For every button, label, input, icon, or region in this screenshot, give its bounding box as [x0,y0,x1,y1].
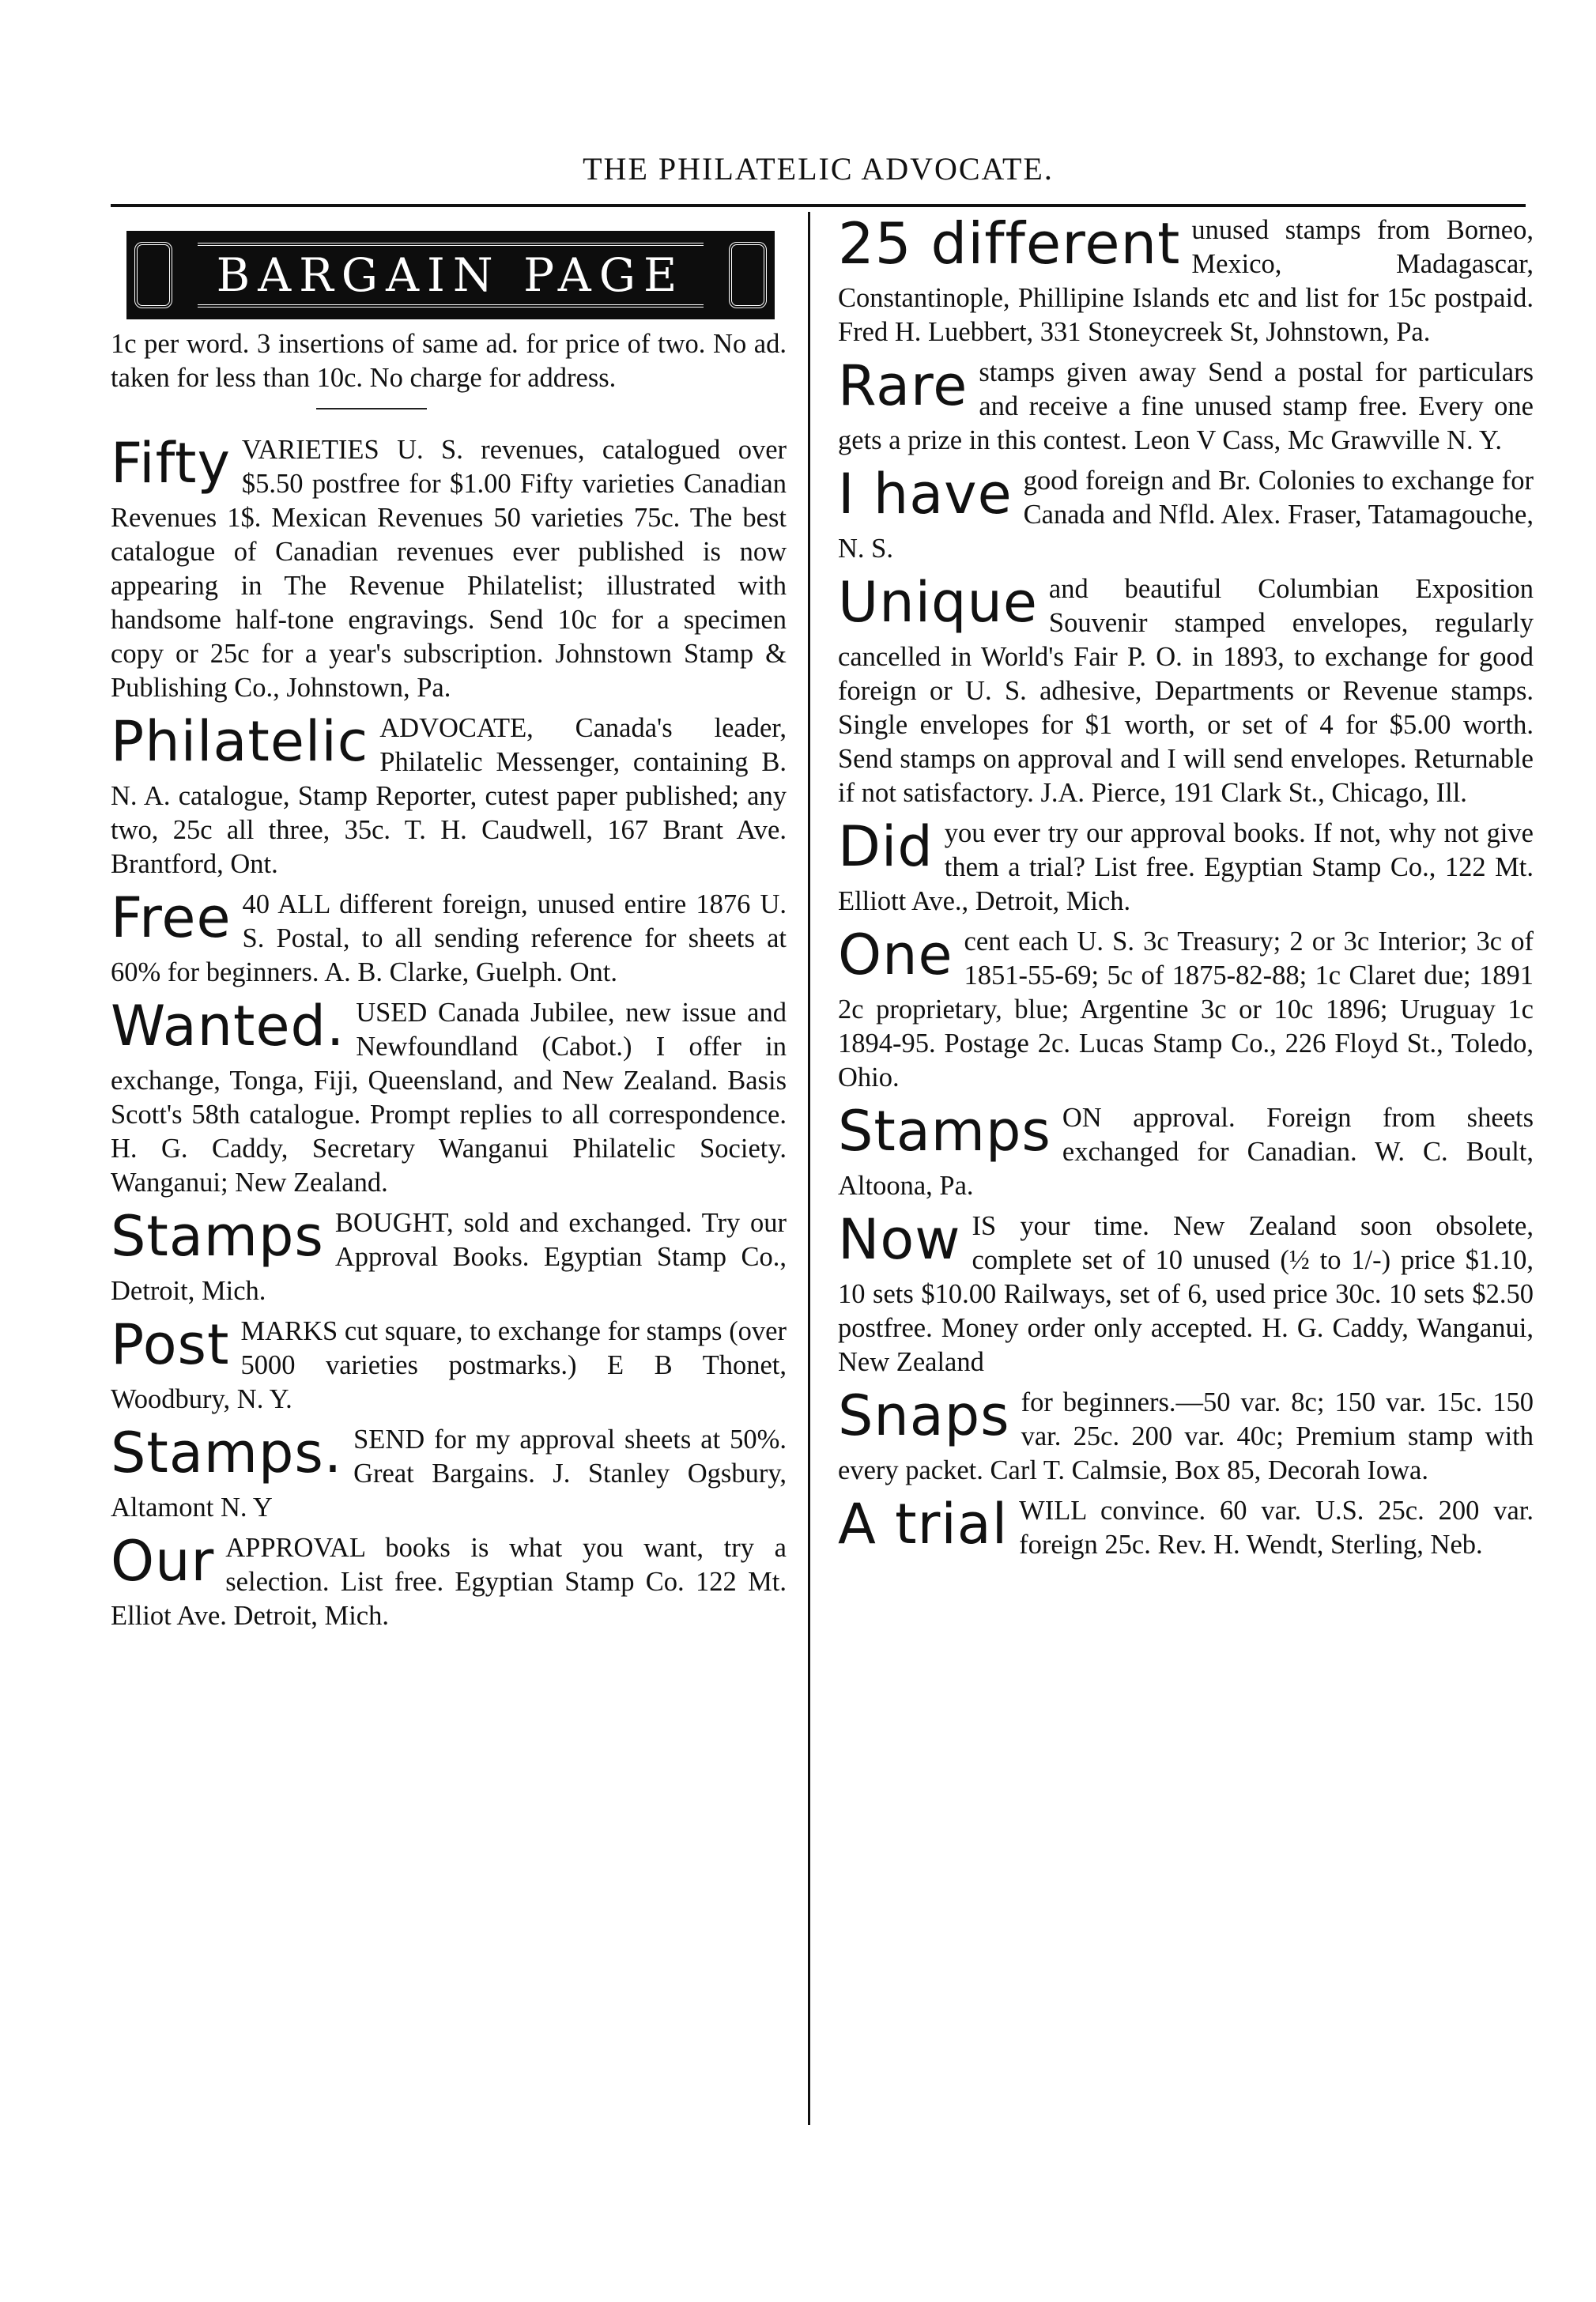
ad-keyword: I have [838,462,1013,526]
ad-keyword: Stamps [111,1204,324,1269]
classified-ad [838,464,1534,566]
ornament-left-icon [134,242,172,308]
classified-ad [111,1423,787,1525]
ad-keyword: Our [111,1529,215,1594]
banner-label: BARGAIN PAGE [198,243,704,308]
classified-ad [838,210,1534,349]
classified-ad [111,885,787,990]
classified-ad [111,433,787,705]
ad-keyword: 25 different [838,210,1181,277]
page-header: THE PHILATELIC ADVOCATE. [583,151,1054,187]
ad-text: VARIETIES U. S. revenues, catalogued over $5.50 postfree for $1.00 Fifty varieties Canadian Revenues 1$. Mexican Revenues 50 varieties 75c. The best catalogue of Canadian revenues ever published is now appearing in The Revenue Philatelist; illustrated with handsome half-tone engravings. Send 10c for a specimen copy or 25c for a year's subscription. Johnstown Stamp & Publishing Co., Johnstown, Pa. [111,435,787,703]
divider-rule [316,408,427,409]
ad-keyword: Now [838,1207,961,1272]
classified-ad [111,1312,787,1417]
classified-ad [838,1383,1534,1488]
ad-keyword: A trial [838,1492,1009,1557]
ad-text: MARKS cut square, to exchange for stamps (over 5000 varieties postmarks.) E B Thonet, Woodbury, N. Y. [111,1316,787,1414]
header-rule [111,204,1526,207]
classified-ad [111,1206,787,1308]
ad-text: ADVOCATE, Canada's leader, Philatelic Messenger, containing B. N. A. catalogue, Stamp Reporter, cutest paper published; any two, 25c all three, 35c. T. H. Caudwell, 167 Brant Ave. Brantford, Ont. [111,713,787,879]
ad-keyword: Post [111,1312,230,1377]
ad-keyword: Wanted. [111,994,345,1059]
ad-text: 40 ALL different foreign, unused entire 1876 U. S. Postal, to all sending reference for sheets at 60% for beginners. A. B. Clarke, Guelph. Ont. [111,889,787,987]
classified-ad [838,814,1534,919]
ad-keyword: Stamps. [111,1421,343,1485]
ad-text: stamps given away Send a postal for particulars and receive a fine unused stamp free. Every one gets a prize in this contest. Leon V Cass, Mc Grawville N. Y. [838,357,1534,455]
bargain-page-banner [126,231,775,319]
classified-ad [111,711,787,881]
ad-text: for beginners.—50 var. 8c; 150 var. 15c. 150 var. 25c. 200 var. 40c; Premium stamp with every packet. Carl T. Calmsie, Box 85, Decorah Iowa. [838,1387,1534,1485]
ad-text: good foreign and Br. Colonies to exchange for Canada and Nfld. Alex. Fraser, Tatamagouche, N. S. [838,466,1534,564]
ad-text: you ever try our approval books. If not, why not give them a trial? List free. Egyptian Stamp Co., 122 Mt. Elliott Ave., Detroit, Mich. [838,818,1534,916]
left-column [111,213,787,1640]
ad-keyword: One [838,923,953,987]
right-column [838,210,1534,1568]
ad-text: IS your time. New Zealand soon obsolete, complete set of 10 unused (½ to 1/-) price $1.10, 10 sets $10.00 Railways, set of 6, used price 30c. 10 sets $2.50 postfree. Money order only accepted. H. G. Caddy, Wanganui, New Zealand [838,1211,1534,1377]
ad-text: cent each U. S. 3c Treasury; 2 or 3c Interior; 3c of 1851-55-69; 5c of 1875-82-88; 1c Claret due; 1891 2c proprietary, blue; Argentine 3c or 10c 1896; Uruguay 1c 1894-95. Postage 2c. Lucas Stamp Co., 226 Floyd St., Toledo, Ohio. [838,926,1534,1093]
classified-ad [838,1209,1534,1379]
ad-keyword: Philatelic [111,709,369,774]
classified-ad [111,1531,787,1633]
ad-text: ON approval. Foreign from sheets exchanged for Canadian. W. C. Boult, Altoona, Pa. [838,1103,1534,1201]
ad-keyword: Stamps [838,1099,1051,1164]
classified-ad [111,996,787,1200]
ad-keyword: Rare [838,353,968,418]
ad-text: SEND for my approval sheets at 50%. Great Bargains. J. Stanley Ogsbury, Altamont N. Y [111,1425,787,1523]
classified-ad [838,925,1534,1095]
ad-text: unused stamps from Borneo, Mexico, Madagascar, Constantinople, Phillipine Islands etc and list for 15c postpaid. Fred H. Luebbert, 331 Stoneycreek St, Johnstown, Pa. [838,215,1534,347]
ad-text: USED Canada Jubilee, new issue and Newfoundland (Cabot.) I offer in exchange, Tonga, Fiji, Queensland, and New Zealand. Basis Scott's 58th catalogue. Prompt replies to all correspondence. H. G. Caddy, Secretary Wanganui Philatelic Society. Wanganui; New Zealand. [111,998,787,1198]
ad-keyword: Did [838,814,934,879]
ad-rates: 1c per word. 3 insertions of same ad. for price of two. No ad. taken for less than 10c. No charge for address. [111,329,787,393]
classified-ad [838,572,1534,810]
ad-text: APPROVAL books is what you want, try a selection. List free. Egyptian Stamp Co. 122 Mt. Elliot Ave. Detroit, Mich. [111,1533,787,1631]
ad-keyword: Free [111,885,232,950]
classified-ad [838,1494,1534,1562]
column-divider [808,212,810,2125]
ad-keyword: Fifty [111,431,231,496]
ad-keyword: Snaps [838,1383,1010,1448]
ad-text: BOUGHT, sold and exchanged. Try our Approval Books. Egyptian Stamp Co., Detroit, Mich. [111,1208,787,1306]
ad-keyword: Unique [838,570,1038,635]
classified-ad [838,353,1534,458]
ad-text: WILL convince. 60 var. U.S. 25c. 200 var. foreign 25c. Rev. H. Wendt, Sterling, Neb. [1019,1496,1534,1560]
ornament-right-icon [729,242,767,308]
ad-text: and beautiful Columbian Exposition Souvenir stamped envelopes, regularly cancelled in World's Fair P. O. in 1893, to exchange for good foreign or U. S. adhesive, Departments or Revenue stamps. Single envelopes for $1 worth, or set of 4 for $5.00 worth. Send stamps on approval and I will send envelopes. Returnable if not satisfactory. J.A. Pierce, 191 Clark St., Chicago, Ill. [838,574,1534,808]
classified-ad [838,1101,1534,1203]
